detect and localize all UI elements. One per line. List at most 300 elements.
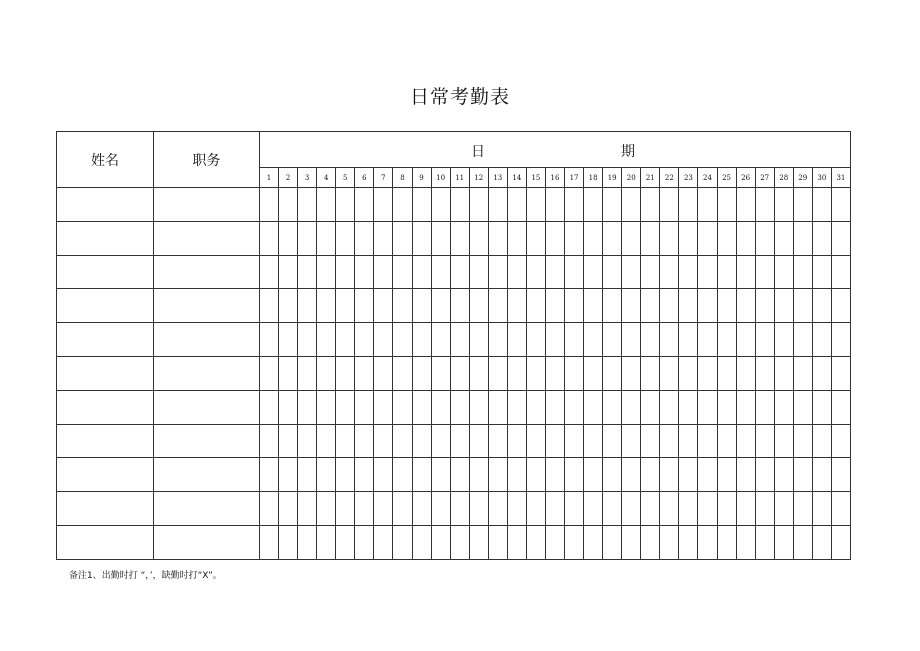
attendance-cell[interactable] bbox=[774, 221, 793, 255]
attendance-cell[interactable] bbox=[679, 255, 698, 289]
attendance-cell[interactable] bbox=[374, 492, 393, 526]
attendance-cell[interactable] bbox=[374, 424, 393, 458]
attendance-cell[interactable] bbox=[298, 424, 317, 458]
attendance-cell[interactable] bbox=[279, 221, 298, 255]
attendance-cell[interactable] bbox=[260, 323, 279, 357]
attendance-cell[interactable] bbox=[279, 356, 298, 390]
attendance-cell[interactable] bbox=[412, 255, 431, 289]
attendance-cell[interactable] bbox=[469, 323, 488, 357]
attendance-cell[interactable] bbox=[545, 323, 564, 357]
attendance-cell[interactable] bbox=[774, 356, 793, 390]
attendance-cell[interactable] bbox=[641, 525, 660, 559]
attendance-cell[interactable] bbox=[374, 525, 393, 559]
attendance-cell[interactable] bbox=[622, 188, 641, 222]
attendance-cell[interactable] bbox=[298, 221, 317, 255]
name-cell[interactable] bbox=[57, 255, 154, 289]
attendance-cell[interactable] bbox=[698, 255, 717, 289]
attendance-cell[interactable] bbox=[393, 289, 412, 323]
attendance-cell[interactable] bbox=[526, 255, 545, 289]
attendance-cell[interactable] bbox=[660, 221, 679, 255]
attendance-cell[interactable] bbox=[641, 323, 660, 357]
attendance-cell[interactable] bbox=[431, 458, 450, 492]
attendance-cell[interactable] bbox=[450, 390, 469, 424]
attendance-cell[interactable] bbox=[526, 492, 545, 526]
attendance-cell[interactable] bbox=[317, 323, 336, 357]
attendance-cell[interactable] bbox=[641, 424, 660, 458]
attendance-cell[interactable] bbox=[641, 221, 660, 255]
attendance-cell[interactable] bbox=[393, 323, 412, 357]
attendance-cell[interactable] bbox=[374, 221, 393, 255]
attendance-cell[interactable] bbox=[526, 356, 545, 390]
attendance-cell[interactable] bbox=[545, 356, 564, 390]
attendance-cell[interactable] bbox=[469, 424, 488, 458]
attendance-cell[interactable] bbox=[622, 424, 641, 458]
attendance-cell[interactable] bbox=[755, 323, 774, 357]
attendance-cell[interactable] bbox=[660, 323, 679, 357]
attendance-cell[interactable] bbox=[584, 188, 603, 222]
attendance-cell[interactable] bbox=[260, 188, 279, 222]
attendance-cell[interactable] bbox=[450, 221, 469, 255]
attendance-cell[interactable] bbox=[431, 221, 450, 255]
attendance-cell[interactable] bbox=[393, 525, 412, 559]
attendance-cell[interactable] bbox=[793, 424, 812, 458]
attendance-cell[interactable] bbox=[622, 221, 641, 255]
attendance-cell[interactable] bbox=[469, 289, 488, 323]
attendance-cell[interactable] bbox=[641, 458, 660, 492]
attendance-cell[interactable] bbox=[279, 188, 298, 222]
attendance-cell[interactable] bbox=[469, 458, 488, 492]
attendance-cell[interactable] bbox=[736, 525, 755, 559]
attendance-cell[interactable] bbox=[603, 458, 622, 492]
attendance-cell[interactable] bbox=[507, 492, 526, 526]
attendance-cell[interactable] bbox=[507, 221, 526, 255]
attendance-cell[interactable] bbox=[393, 255, 412, 289]
name-cell[interactable] bbox=[57, 525, 154, 559]
position-cell[interactable] bbox=[154, 390, 260, 424]
attendance-cell[interactable] bbox=[336, 492, 355, 526]
attendance-cell[interactable] bbox=[736, 255, 755, 289]
position-cell[interactable] bbox=[154, 255, 260, 289]
attendance-cell[interactable] bbox=[831, 323, 850, 357]
attendance-cell[interactable] bbox=[279, 255, 298, 289]
attendance-cell[interactable] bbox=[469, 188, 488, 222]
attendance-cell[interactable] bbox=[774, 323, 793, 357]
name-cell[interactable] bbox=[57, 323, 154, 357]
attendance-cell[interactable] bbox=[336, 458, 355, 492]
attendance-cell[interactable] bbox=[507, 255, 526, 289]
attendance-cell[interactable] bbox=[355, 323, 374, 357]
attendance-cell[interactable] bbox=[450, 323, 469, 357]
attendance-cell[interactable] bbox=[755, 356, 774, 390]
attendance-cell[interactable] bbox=[736, 323, 755, 357]
attendance-cell[interactable] bbox=[755, 390, 774, 424]
attendance-cell[interactable] bbox=[831, 525, 850, 559]
name-cell[interactable] bbox=[57, 188, 154, 222]
attendance-cell[interactable] bbox=[374, 458, 393, 492]
attendance-cell[interactable] bbox=[717, 188, 736, 222]
attendance-cell[interactable] bbox=[431, 356, 450, 390]
attendance-cell[interactable] bbox=[812, 188, 831, 222]
attendance-cell[interactable] bbox=[374, 255, 393, 289]
attendance-cell[interactable] bbox=[717, 424, 736, 458]
attendance-cell[interactable] bbox=[260, 221, 279, 255]
attendance-cell[interactable] bbox=[679, 323, 698, 357]
attendance-cell[interactable] bbox=[774, 492, 793, 526]
attendance-cell[interactable] bbox=[260, 424, 279, 458]
attendance-cell[interactable] bbox=[660, 390, 679, 424]
name-cell[interactable] bbox=[57, 424, 154, 458]
attendance-cell[interactable] bbox=[717, 289, 736, 323]
attendance-cell[interactable] bbox=[488, 289, 507, 323]
attendance-cell[interactable] bbox=[565, 356, 584, 390]
attendance-cell[interactable] bbox=[641, 356, 660, 390]
attendance-cell[interactable] bbox=[755, 221, 774, 255]
attendance-cell[interactable] bbox=[450, 289, 469, 323]
attendance-cell[interactable] bbox=[660, 188, 679, 222]
attendance-cell[interactable] bbox=[431, 323, 450, 357]
attendance-cell[interactable] bbox=[412, 492, 431, 526]
attendance-cell[interactable] bbox=[812, 458, 831, 492]
attendance-cell[interactable] bbox=[603, 525, 622, 559]
attendance-cell[interactable] bbox=[355, 221, 374, 255]
attendance-cell[interactable] bbox=[431, 525, 450, 559]
attendance-cell[interactable] bbox=[431, 492, 450, 526]
attendance-cell[interactable] bbox=[603, 255, 622, 289]
attendance-cell[interactable] bbox=[793, 289, 812, 323]
attendance-cell[interactable] bbox=[641, 390, 660, 424]
attendance-cell[interactable] bbox=[336, 390, 355, 424]
attendance-cell[interactable] bbox=[584, 289, 603, 323]
position-cell[interactable] bbox=[154, 289, 260, 323]
attendance-cell[interactable] bbox=[812, 424, 831, 458]
attendance-cell[interactable] bbox=[260, 458, 279, 492]
attendance-cell[interactable] bbox=[507, 525, 526, 559]
attendance-cell[interactable] bbox=[450, 356, 469, 390]
attendance-cell[interactable] bbox=[755, 255, 774, 289]
attendance-cell[interactable] bbox=[374, 323, 393, 357]
attendance-cell[interactable] bbox=[603, 390, 622, 424]
attendance-cell[interactable] bbox=[774, 424, 793, 458]
attendance-cell[interactable] bbox=[660, 492, 679, 526]
attendance-cell[interactable] bbox=[584, 458, 603, 492]
attendance-cell[interactable] bbox=[565, 390, 584, 424]
attendance-cell[interactable] bbox=[317, 255, 336, 289]
attendance-cell[interactable] bbox=[450, 424, 469, 458]
attendance-cell[interactable] bbox=[603, 188, 622, 222]
attendance-cell[interactable] bbox=[565, 323, 584, 357]
attendance-cell[interactable] bbox=[584, 221, 603, 255]
attendance-cell[interactable] bbox=[698, 525, 717, 559]
attendance-cell[interactable] bbox=[660, 424, 679, 458]
attendance-cell[interactable] bbox=[755, 424, 774, 458]
attendance-cell[interactable] bbox=[393, 492, 412, 526]
attendance-cell[interactable] bbox=[679, 221, 698, 255]
attendance-cell[interactable] bbox=[717, 458, 736, 492]
attendance-cell[interactable] bbox=[793, 221, 812, 255]
attendance-cell[interactable] bbox=[679, 525, 698, 559]
attendance-cell[interactable] bbox=[584, 525, 603, 559]
attendance-cell[interactable] bbox=[298, 492, 317, 526]
attendance-cell[interactable] bbox=[431, 289, 450, 323]
attendance-cell[interactable] bbox=[279, 458, 298, 492]
attendance-cell[interactable] bbox=[279, 525, 298, 559]
attendance-cell[interactable] bbox=[622, 525, 641, 559]
attendance-cell[interactable] bbox=[336, 221, 355, 255]
attendance-cell[interactable] bbox=[812, 255, 831, 289]
attendance-cell[interactable] bbox=[526, 289, 545, 323]
attendance-cell[interactable] bbox=[260, 492, 279, 526]
attendance-cell[interactable] bbox=[793, 525, 812, 559]
attendance-cell[interactable] bbox=[717, 525, 736, 559]
attendance-cell[interactable] bbox=[450, 458, 469, 492]
attendance-cell[interactable] bbox=[641, 492, 660, 526]
position-cell[interactable] bbox=[154, 356, 260, 390]
attendance-cell[interactable] bbox=[831, 221, 850, 255]
attendance-cell[interactable] bbox=[717, 356, 736, 390]
attendance-cell[interactable] bbox=[679, 188, 698, 222]
attendance-cell[interactable] bbox=[412, 356, 431, 390]
attendance-cell[interactable] bbox=[355, 356, 374, 390]
attendance-cell[interactable] bbox=[260, 525, 279, 559]
attendance-cell[interactable] bbox=[279, 390, 298, 424]
attendance-cell[interactable] bbox=[507, 356, 526, 390]
attendance-cell[interactable] bbox=[793, 492, 812, 526]
attendance-cell[interactable] bbox=[526, 525, 545, 559]
attendance-cell[interactable] bbox=[755, 458, 774, 492]
attendance-cell[interactable] bbox=[831, 458, 850, 492]
attendance-cell[interactable] bbox=[355, 390, 374, 424]
position-cell[interactable] bbox=[154, 323, 260, 357]
attendance-cell[interactable] bbox=[698, 323, 717, 357]
attendance-cell[interactable] bbox=[412, 221, 431, 255]
attendance-cell[interactable] bbox=[545, 458, 564, 492]
attendance-cell[interactable] bbox=[260, 390, 279, 424]
attendance-cell[interactable] bbox=[336, 525, 355, 559]
attendance-cell[interactable] bbox=[260, 356, 279, 390]
attendance-cell[interactable] bbox=[679, 289, 698, 323]
attendance-cell[interactable] bbox=[565, 492, 584, 526]
attendance-cell[interactable] bbox=[774, 289, 793, 323]
attendance-cell[interactable] bbox=[717, 323, 736, 357]
attendance-cell[interactable] bbox=[507, 188, 526, 222]
attendance-cell[interactable] bbox=[812, 390, 831, 424]
attendance-cell[interactable] bbox=[374, 188, 393, 222]
attendance-cell[interactable] bbox=[622, 492, 641, 526]
attendance-cell[interactable] bbox=[526, 188, 545, 222]
attendance-cell[interactable] bbox=[298, 390, 317, 424]
attendance-cell[interactable] bbox=[488, 525, 507, 559]
attendance-cell[interactable] bbox=[488, 221, 507, 255]
attendance-cell[interactable] bbox=[698, 356, 717, 390]
attendance-cell[interactable] bbox=[431, 390, 450, 424]
attendance-cell[interactable] bbox=[793, 255, 812, 289]
attendance-cell[interactable] bbox=[603, 356, 622, 390]
attendance-cell[interactable] bbox=[679, 458, 698, 492]
attendance-cell[interactable] bbox=[545, 492, 564, 526]
attendance-cell[interactable] bbox=[336, 188, 355, 222]
attendance-cell[interactable] bbox=[565, 221, 584, 255]
attendance-cell[interactable] bbox=[831, 356, 850, 390]
attendance-cell[interactable] bbox=[374, 356, 393, 390]
position-cell[interactable] bbox=[154, 525, 260, 559]
attendance-cell[interactable] bbox=[698, 188, 717, 222]
attendance-cell[interactable] bbox=[603, 424, 622, 458]
attendance-cell[interactable] bbox=[336, 424, 355, 458]
attendance-cell[interactable] bbox=[736, 221, 755, 255]
attendance-cell[interactable] bbox=[717, 492, 736, 526]
attendance-cell[interactable] bbox=[545, 289, 564, 323]
attendance-cell[interactable] bbox=[507, 289, 526, 323]
attendance-cell[interactable] bbox=[698, 424, 717, 458]
attendance-cell[interactable] bbox=[793, 356, 812, 390]
position-cell[interactable] bbox=[154, 188, 260, 222]
attendance-cell[interactable] bbox=[355, 424, 374, 458]
attendance-cell[interactable] bbox=[355, 289, 374, 323]
attendance-cell[interactable] bbox=[412, 289, 431, 323]
attendance-cell[interactable] bbox=[641, 289, 660, 323]
attendance-cell[interactable] bbox=[526, 458, 545, 492]
attendance-cell[interactable] bbox=[545, 424, 564, 458]
attendance-cell[interactable] bbox=[584, 323, 603, 357]
attendance-cell[interactable] bbox=[698, 289, 717, 323]
attendance-cell[interactable] bbox=[698, 492, 717, 526]
attendance-cell[interactable] bbox=[545, 525, 564, 559]
name-cell[interactable] bbox=[57, 492, 154, 526]
attendance-cell[interactable] bbox=[698, 221, 717, 255]
attendance-cell[interactable] bbox=[298, 188, 317, 222]
attendance-cell[interactable] bbox=[412, 323, 431, 357]
attendance-cell[interactable] bbox=[355, 492, 374, 526]
attendance-cell[interactable] bbox=[584, 356, 603, 390]
attendance-cell[interactable] bbox=[831, 188, 850, 222]
position-cell[interactable] bbox=[154, 424, 260, 458]
attendance-cell[interactable] bbox=[622, 356, 641, 390]
attendance-cell[interactable] bbox=[317, 390, 336, 424]
attendance-cell[interactable] bbox=[469, 390, 488, 424]
attendance-cell[interactable] bbox=[298, 255, 317, 289]
attendance-cell[interactable] bbox=[450, 188, 469, 222]
attendance-cell[interactable] bbox=[679, 424, 698, 458]
attendance-cell[interactable] bbox=[469, 525, 488, 559]
attendance-cell[interactable] bbox=[488, 255, 507, 289]
attendance-cell[interactable] bbox=[393, 424, 412, 458]
attendance-cell[interactable] bbox=[488, 356, 507, 390]
attendance-cell[interactable] bbox=[298, 356, 317, 390]
attendance-cell[interactable] bbox=[412, 525, 431, 559]
attendance-cell[interactable] bbox=[641, 188, 660, 222]
attendance-cell[interactable] bbox=[431, 424, 450, 458]
attendance-cell[interactable] bbox=[526, 221, 545, 255]
attendance-cell[interactable] bbox=[831, 424, 850, 458]
position-cell[interactable] bbox=[154, 458, 260, 492]
attendance-cell[interactable] bbox=[260, 289, 279, 323]
attendance-cell[interactable] bbox=[603, 289, 622, 323]
attendance-cell[interactable] bbox=[736, 390, 755, 424]
attendance-cell[interactable] bbox=[298, 458, 317, 492]
attendance-cell[interactable] bbox=[736, 188, 755, 222]
attendance-cell[interactable] bbox=[698, 390, 717, 424]
attendance-cell[interactable] bbox=[812, 221, 831, 255]
attendance-cell[interactable] bbox=[431, 188, 450, 222]
attendance-cell[interactable] bbox=[374, 390, 393, 424]
attendance-cell[interactable] bbox=[336, 356, 355, 390]
attendance-cell[interactable] bbox=[812, 356, 831, 390]
attendance-cell[interactable] bbox=[774, 525, 793, 559]
attendance-cell[interactable] bbox=[793, 390, 812, 424]
attendance-cell[interactable] bbox=[298, 323, 317, 357]
attendance-cell[interactable] bbox=[393, 390, 412, 424]
attendance-cell[interactable] bbox=[507, 323, 526, 357]
attendance-cell[interactable] bbox=[393, 356, 412, 390]
attendance-cell[interactable] bbox=[736, 458, 755, 492]
attendance-cell[interactable] bbox=[317, 221, 336, 255]
attendance-cell[interactable] bbox=[469, 356, 488, 390]
attendance-cell[interactable] bbox=[736, 492, 755, 526]
attendance-cell[interactable] bbox=[355, 525, 374, 559]
attendance-cell[interactable] bbox=[565, 188, 584, 222]
attendance-cell[interactable] bbox=[584, 390, 603, 424]
attendance-cell[interactable] bbox=[736, 289, 755, 323]
attendance-cell[interactable] bbox=[488, 188, 507, 222]
attendance-cell[interactable] bbox=[755, 188, 774, 222]
attendance-cell[interactable] bbox=[507, 424, 526, 458]
attendance-cell[interactable] bbox=[660, 458, 679, 492]
attendance-cell[interactable] bbox=[679, 390, 698, 424]
attendance-cell[interactable] bbox=[355, 255, 374, 289]
attendance-cell[interactable] bbox=[469, 492, 488, 526]
attendance-cell[interactable] bbox=[545, 188, 564, 222]
attendance-cell[interactable] bbox=[355, 188, 374, 222]
attendance-cell[interactable] bbox=[412, 458, 431, 492]
attendance-cell[interactable] bbox=[279, 424, 298, 458]
name-cell[interactable] bbox=[57, 390, 154, 424]
attendance-cell[interactable] bbox=[317, 525, 336, 559]
attendance-cell[interactable] bbox=[622, 323, 641, 357]
position-cell[interactable] bbox=[154, 221, 260, 255]
attendance-cell[interactable] bbox=[412, 390, 431, 424]
attendance-cell[interactable] bbox=[755, 289, 774, 323]
attendance-cell[interactable] bbox=[831, 289, 850, 323]
attendance-cell[interactable] bbox=[812, 323, 831, 357]
attendance-cell[interactable] bbox=[488, 323, 507, 357]
attendance-cell[interactable] bbox=[279, 323, 298, 357]
attendance-cell[interactable] bbox=[831, 255, 850, 289]
attendance-cell[interactable] bbox=[317, 356, 336, 390]
attendance-cell[interactable] bbox=[526, 424, 545, 458]
attendance-cell[interactable] bbox=[450, 492, 469, 526]
attendance-cell[interactable] bbox=[488, 424, 507, 458]
attendance-cell[interactable] bbox=[660, 356, 679, 390]
attendance-cell[interactable] bbox=[736, 424, 755, 458]
attendance-cell[interactable] bbox=[565, 424, 584, 458]
attendance-cell[interactable] bbox=[584, 492, 603, 526]
attendance-cell[interactable] bbox=[565, 255, 584, 289]
attendance-cell[interactable] bbox=[469, 221, 488, 255]
attendance-cell[interactable] bbox=[507, 458, 526, 492]
attendance-cell[interactable] bbox=[412, 188, 431, 222]
attendance-cell[interactable] bbox=[393, 221, 412, 255]
attendance-cell[interactable] bbox=[603, 221, 622, 255]
attendance-cell[interactable] bbox=[717, 221, 736, 255]
attendance-cell[interactable] bbox=[755, 492, 774, 526]
attendance-cell[interactable] bbox=[374, 289, 393, 323]
attendance-cell[interactable] bbox=[279, 289, 298, 323]
attendance-cell[interactable] bbox=[565, 458, 584, 492]
name-cell[interactable] bbox=[57, 221, 154, 255]
attendance-cell[interactable] bbox=[812, 289, 831, 323]
attendance-cell[interactable] bbox=[793, 188, 812, 222]
attendance-cell[interactable] bbox=[603, 492, 622, 526]
